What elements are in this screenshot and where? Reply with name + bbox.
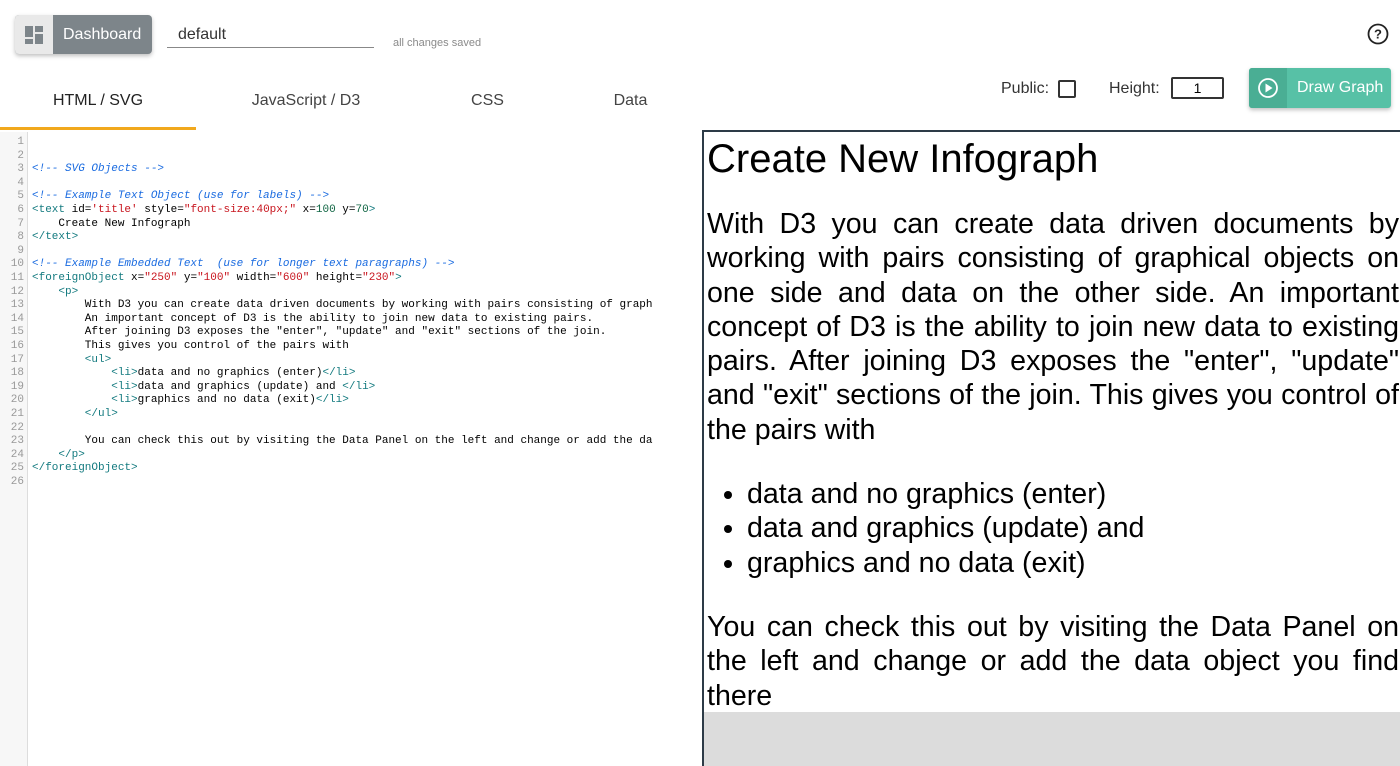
- line-number: 3: [17, 163, 24, 176]
- tab-html-svg[interactable]: [0, 72, 196, 130]
- preview-closing: You can check this out by visiting the Data Panel on the left and change or add the data object you find there: [707, 610, 1399, 712]
- line-number: 26: [10, 476, 24, 488]
- line-number: 1: [17, 136, 24, 148]
- preview-panel: [702, 130, 1400, 766]
- code-token: This gives you control of the pairs with: [32, 340, 349, 352]
- line-number: 17: [10, 353, 24, 366]
- code-text: [32, 190, 329, 204]
- code-token: >: [395, 272, 402, 284]
- code-token: </p>: [32, 448, 85, 461]
- preview-body: [707, 207, 1399, 713]
- code-token: </text>: [32, 231, 79, 244]
- code-token: An important concept of D3 is the ability to join new data to existing pairs.: [32, 312, 594, 325]
- preview-paragraph: With D3 you can create data driven documents by working with pairs consisting of graphical objects on one side and data on the other side. An important concept of D3 is the ability to join new data to existing pairs. After joining D3 exposes the "enter", "update" and "exit" sections of the join. This gives you control of the pairs with: [707, 208, 1399, 446]
- line-number: 12: [10, 285, 24, 298]
- code-line: [0, 136, 702, 150]
- code-token: </li>: [315, 394, 349, 407]
- code-text: [32, 286, 78, 300]
- code-token: After joining D3 exposes the "enter", "update" and "exit" sections of the join.: [32, 326, 607, 339]
- code-token: </li>: [322, 367, 356, 380]
- code-line: [0, 435, 702, 449]
- code-token: With D3 you can create data driven documents by working with pairs consisting of graph: [32, 299, 653, 312]
- code-token: <ul>: [32, 353, 112, 366]
- line-number: 16: [10, 340, 24, 352]
- code-line: [0, 408, 702, 422]
- help-icon[interactable]: [1367, 23, 1389, 45]
- code-line: [0, 449, 702, 463]
- code-line: [0, 462, 702, 476]
- draw-graph-button[interactable]: [1249, 68, 1391, 108]
- code-token: <p>: [32, 285, 79, 298]
- code-token: </li>: [342, 380, 376, 393]
- code-text: [32, 231, 78, 245]
- line-number: 7: [17, 217, 24, 230]
- dashboard-label: Dashboard: [63, 25, 142, 43]
- code-text: [32, 163, 164, 177]
- project-name-input[interactable]: [167, 20, 374, 48]
- code-token: <foreignObject: [32, 272, 132, 284]
- code-line: [0, 245, 702, 259]
- code-token: "font-size:40px;": [183, 204, 297, 216]
- code-token: <!-- Example Text Object (use for labels) -->: [32, 190, 330, 203]
- code-token: style=: [137, 204, 184, 216]
- tab-javascript-d3[interactable]: [196, 72, 416, 130]
- height-input[interactable]: [1171, 77, 1224, 99]
- line-number: 23: [10, 435, 24, 448]
- code-token: "600": [276, 272, 310, 284]
- tab-label: JavaScript / D3: [251, 92, 361, 109]
- code-token: height=: [309, 272, 363, 284]
- code-text: [32, 204, 375, 218]
- code-text: [32, 218, 190, 232]
- code-token: </ul>: [32, 408, 118, 420]
- code-line: [0, 272, 702, 286]
- code-token: >: [368, 204, 376, 216]
- code-text: [32, 449, 85, 463]
- line-number: 22: [10, 421, 24, 434]
- code-line: [0, 476, 702, 490]
- preview-title: Create New Infograph: [707, 137, 1099, 181]
- code-token: <!-- SVG Objects -->: [32, 163, 165, 176]
- preview-list-item: • graphics and no data (exit): [747, 546, 1399, 580]
- code-line: [0, 163, 702, 177]
- line-number: 13: [10, 299, 24, 312]
- code-text: [32, 462, 138, 476]
- code-line: [0, 299, 702, 313]
- code-token: "100": [197, 272, 231, 284]
- code-text: [32, 367, 355, 381]
- line-number: 21: [10, 408, 24, 420]
- preview-list-item: • data and graphics (update) and: [747, 511, 1399, 545]
- code-token: 70: [355, 204, 369, 216]
- height-label: Height:: [1109, 80, 1160, 97]
- code-token: You can check this out by visiting the Data Panel on the left and change or add the da: [32, 435, 653, 448]
- code-line: [0, 422, 702, 436]
- line-number: 19: [10, 380, 24, 393]
- code-token: graphics and no data (exit): [137, 394, 316, 407]
- line-number: 20: [10, 394, 24, 407]
- code-line: [0, 340, 702, 354]
- public-checkbox[interactable]: [1058, 80, 1076, 98]
- public-label: Public:: [1001, 80, 1050, 97]
- code-token: width=: [230, 272, 277, 284]
- preview-list: [707, 477, 1399, 580]
- code-token: <!-- Example Embedded Text (use for longer text paragraphs) -->: [32, 258, 455, 271]
- tab-label: Data: [613, 92, 648, 109]
- line-number: 8: [17, 231, 24, 244]
- active-tab-indicator: [0, 127, 196, 130]
- code-text: [32, 340, 349, 354]
- svg-text:?: ?: [1374, 26, 1382, 42]
- code-text: [32, 408, 118, 422]
- dashboard-button[interactable]: [15, 15, 152, 54]
- draw-graph-label: Draw Graph: [1297, 79, 1384, 96]
- code-text: [32, 435, 653, 449]
- code-token: <li>: [32, 394, 138, 407]
- code-line: [0, 258, 702, 272]
- play-icon: [1249, 68, 1287, 108]
- code-token: y=: [335, 204, 356, 216]
- code-text: [32, 299, 653, 313]
- tab-css[interactable]: [416, 72, 559, 130]
- code-line: [0, 367, 702, 381]
- code-token: 'title': [91, 204, 138, 216]
- code-token: id=: [71, 204, 92, 216]
- code-line: [0, 394, 702, 408]
- code-line: [0, 177, 702, 191]
- code-text: [32, 354, 111, 368]
- tab-label: CSS: [471, 92, 504, 109]
- code-token: "250": [144, 272, 178, 284]
- code-line: [0, 150, 702, 164]
- code-text: [32, 394, 349, 408]
- code-token: </foreignObject>: [32, 462, 138, 475]
- code-line: [0, 381, 702, 395]
- code-token: data and graphics (update) and: [137, 380, 343, 393]
- dashboard-icon: [15, 15, 53, 54]
- code-token: <li>: [32, 367, 138, 380]
- line-number: 24: [10, 448, 24, 461]
- line-number: 10: [10, 258, 24, 271]
- code-text: [32, 258, 454, 272]
- code-token: <text: [32, 204, 72, 216]
- preview-list-item: • data and no graphics (enter): [747, 477, 1399, 511]
- preview-canvas: [704, 132, 1400, 712]
- code-text: [32, 326, 606, 340]
- save-status: all changes saved: [393, 37, 482, 49]
- code-line: [0, 231, 702, 245]
- code-line: [0, 354, 702, 368]
- tab-label: HTML / SVG: [52, 92, 144, 109]
- code-token: 100: [315, 204, 336, 216]
- code-token: data and no graphics (enter): [137, 367, 323, 380]
- code-token: <li>: [32, 380, 138, 393]
- line-number: 15: [10, 326, 24, 339]
- code-text: [32, 381, 375, 395]
- line-number: 11: [10, 272, 24, 284]
- line-number: 25: [10, 462, 24, 475]
- code-line: [0, 218, 702, 232]
- code-token: "230": [362, 272, 396, 284]
- code-token: y=: [177, 272, 198, 284]
- code-line: [0, 204, 702, 218]
- line-number: 5: [17, 190, 24, 203]
- line-number: 9: [17, 244, 24, 257]
- line-number: 14: [10, 312, 24, 325]
- code-line: [0, 286, 702, 300]
- code-text: [32, 313, 593, 327]
- code-line: [0, 326, 702, 340]
- line-number: 2: [17, 149, 24, 162]
- code-text: [32, 272, 402, 286]
- line-number: 4: [17, 176, 24, 189]
- code-line: [0, 190, 702, 204]
- line-number: 18: [10, 367, 24, 380]
- line-number: 6: [17, 204, 24, 216]
- code-editor[interactable]: [0, 132, 702, 766]
- code-line: [0, 313, 702, 327]
- code-token: Create New Infograph: [32, 217, 191, 230]
- code-token: x=: [131, 272, 145, 284]
- code-token: x=: [296, 204, 316, 216]
- tab-data[interactable]: [559, 72, 702, 130]
